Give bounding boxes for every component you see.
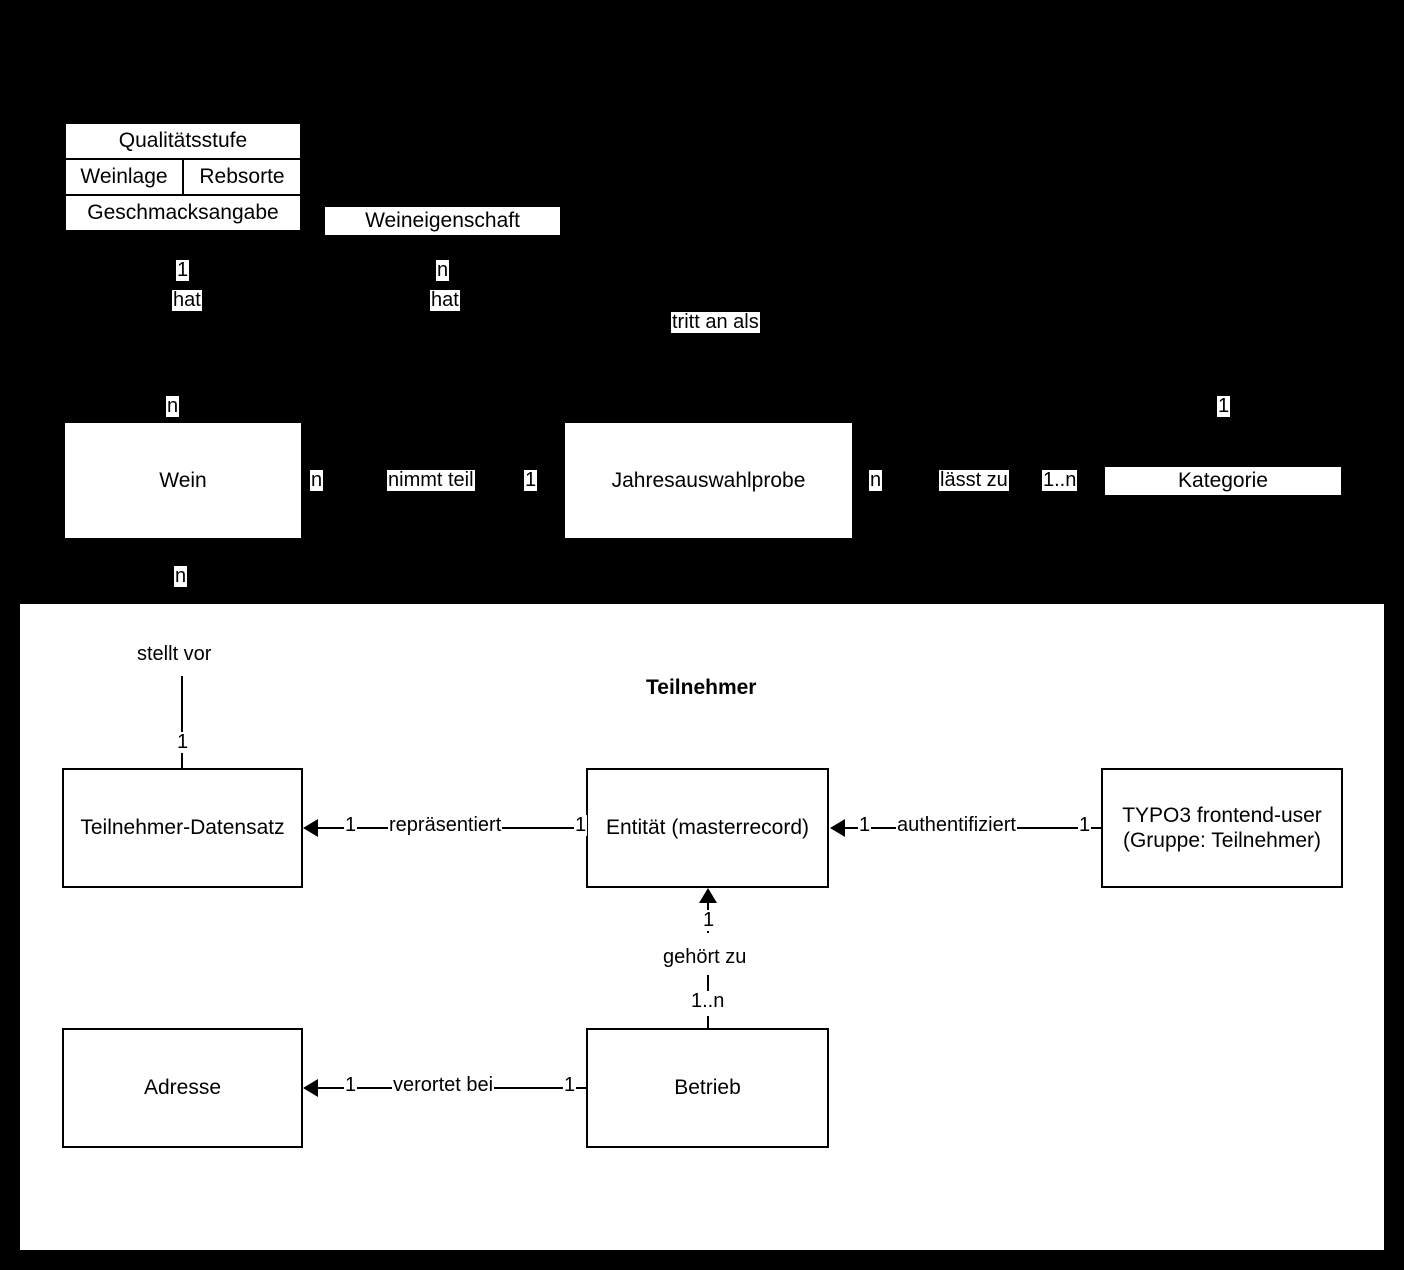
card-laesst-zu-right: 1..n xyxy=(1043,469,1077,491)
rel-authentifiziert: authentifiziert xyxy=(897,814,1016,836)
card-wein-right: n xyxy=(311,469,323,491)
card-verortet-bei-right: 1 xyxy=(564,1074,576,1096)
line-stellt-vor xyxy=(181,676,183,768)
rel-hat-2: hat xyxy=(431,289,459,311)
card-weineigenschaft-hat: n xyxy=(437,259,449,281)
entity-typo3-frontend-user xyxy=(1101,768,1343,888)
rel-repraesentiert: repräsentiert xyxy=(389,814,502,836)
entity-wein: Wein xyxy=(63,421,303,540)
rel-hat-1: hat xyxy=(173,289,201,311)
teilnehmer-panel-title: Teilnehmer xyxy=(646,676,757,699)
card-qualitaetsstufe-hat: 1 xyxy=(177,259,189,281)
card-repraesentiert-right: 1 xyxy=(575,814,587,836)
typo3-line-1: TYPO3 frontend-user xyxy=(1122,803,1322,827)
card-nimmt-teil-right: 1 xyxy=(525,469,537,491)
rel-verortet-bei: verortet bei xyxy=(393,1074,494,1096)
card-authentifiziert-right: 1 xyxy=(1079,814,1091,836)
qualitaetsstufe-table xyxy=(64,122,302,232)
card-authentifiziert-left: 1 xyxy=(859,814,871,836)
card-stellt-vor-bottom: 1 xyxy=(177,731,189,753)
card-wein-top: n xyxy=(167,395,179,417)
qualitaetsstufe-row-3 xyxy=(66,196,300,230)
rel-gehoert-zu: gehört zu xyxy=(663,946,747,968)
entity-adresse: Adresse xyxy=(62,1028,303,1148)
line-gehoert-zu-base xyxy=(707,1016,709,1028)
rel-stellt-vor: stellt vor xyxy=(137,643,212,665)
cell-weinlage: Weinlage xyxy=(66,160,184,194)
card-verortet-bei-left: 1 xyxy=(345,1074,357,1096)
qualitaetsstufe-row-2 xyxy=(66,160,300,196)
arrowhead-gehoert-zu xyxy=(699,888,717,903)
card-wein-bottom: n xyxy=(175,565,187,587)
card-gehoert-zu-top: 1 xyxy=(703,909,715,931)
card-repraesentiert-left: 1 xyxy=(345,814,357,836)
rel-tritt-an-als: tritt an als xyxy=(672,311,759,333)
typo3-line-2: (Gruppe: Teilnehmer) xyxy=(1122,829,1322,852)
card-kategorie-top: 1 xyxy=(1218,395,1230,417)
entity-weineigenschaft: Weineigenschaft xyxy=(323,205,562,237)
qualitaetsstufe-row-1 xyxy=(66,124,300,160)
entity-teilnehmer-datensatz: Teilnehmer-Datensatz xyxy=(62,768,303,888)
arrowhead-verortet-bei xyxy=(303,1079,318,1097)
entity-kategorie: Kategorie xyxy=(1103,465,1343,497)
arrowhead-repraesentiert xyxy=(303,819,318,837)
cell-geschmacksangabe: Geschmacksangabe xyxy=(87,201,279,224)
card-gehoert-zu-bottom: 1..n xyxy=(691,990,725,1012)
entity-entitaet-masterrecord: Entität (masterrecord) xyxy=(586,768,829,888)
rel-nimmt-teil: nimmt teil xyxy=(388,469,474,491)
cell-rebsorte: Rebsorte xyxy=(199,165,285,188)
card-jahresauswahlprobe-right: n xyxy=(870,469,882,491)
rel-laesst-zu: lässt zu xyxy=(940,469,1008,491)
cell-qualitaetsstufe: Qualitätsstufe xyxy=(118,129,248,152)
entity-jahresauswahlprobe: Jahresauswahlprobe xyxy=(563,421,854,540)
entity-betrieb: Betrieb xyxy=(586,1028,829,1148)
arrowhead-authentifiziert xyxy=(830,819,845,837)
